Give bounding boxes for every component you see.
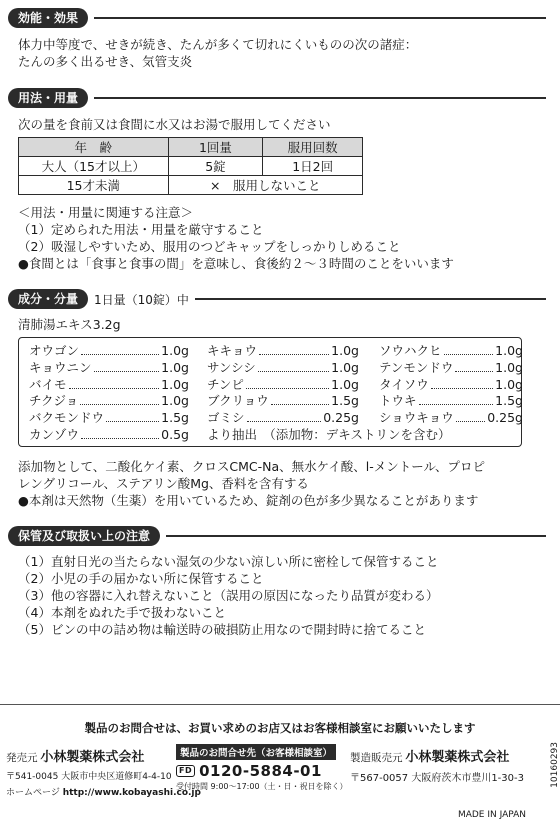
- maker-address: 〒567-0057 大阪府茨木市豊川1-30-3: [350, 773, 524, 784]
- ingredient-name: テンモンドウ: [379, 359, 454, 375]
- storage-item-1: （1）直射日光の当たらない湿気の少ない涼しい所に密栓して保管すること: [18, 554, 439, 569]
- ingredient-item: [379, 409, 523, 426]
- ingredient-row: [29, 409, 523, 426]
- ingredient-name: キョウニン: [29, 359, 92, 375]
- homepage-url[interactable]: http://www.kobayashi.co.jp: [62, 788, 201, 798]
- ingredient-name: チクジョ: [29, 393, 79, 409]
- homepage-label: ホームページ: [6, 788, 60, 798]
- ingredient-item: [379, 376, 523, 393]
- leader-dots: [106, 409, 159, 422]
- dosage-table-header: [19, 138, 363, 157]
- section-divider: [166, 535, 546, 537]
- efficacy-line-1: 体力中等度で、せきが続き、たんが多くて切れにくいものの次の諸症：: [18, 37, 418, 52]
- freedial-icon: FD: [176, 765, 195, 777]
- cell-age: 大人（15才以上）: [19, 157, 169, 176]
- ingredient-name: ゴミシ: [207, 410, 245, 426]
- usage-notes-title: ＜用法・用量に関連する注意＞: [18, 205, 194, 220]
- leader-dots: [94, 359, 160, 372]
- ingredient-name: オウゴン: [29, 343, 80, 358]
- leader-dots: [259, 342, 329, 355]
- efficacy-line-2: たんの多く出るせき、気管支炎: [18, 54, 193, 69]
- ingredient-name: ブクリョウ: [207, 393, 269, 409]
- product-code: 10160293: [550, 742, 560, 788]
- header-age: 年 齢: [19, 138, 169, 157]
- maker-label: 製造販売元: [350, 752, 403, 764]
- leader-dots: [246, 376, 329, 389]
- ingredients-subheading: 1日量（10錠）中: [94, 292, 189, 307]
- leader-dots: [456, 409, 485, 422]
- seller-name: 小林製薬株式会社: [40, 750, 145, 765]
- additives-line-2: レングリコール、ステアリン酸Mg、香料を含有する: [18, 476, 309, 491]
- leader-dots: [431, 376, 493, 389]
- dosage-row-child: [19, 176, 363, 195]
- ingredient-name: キキョウ: [207, 343, 258, 358]
- ingredient-row: [29, 392, 523, 409]
- ingredient-name: タイソウ: [379, 376, 429, 392]
- section-divider: [195, 298, 546, 300]
- seller-label: 発売元: [6, 752, 38, 764]
- storage-item-3: （3）他の容器に入れ替えないこと（誤用の原因になったり品質が変わる）: [18, 588, 439, 603]
- ingredient-amount: 1.0g: [161, 376, 189, 392]
- ingredient-name: トウキ: [379, 393, 417, 409]
- cell-frequency: 1日2回: [263, 157, 363, 176]
- ingredient-amount: 1.5g: [331, 393, 359, 409]
- ingredients-header: [8, 289, 546, 309]
- usage-intro: 次の量を食前又は食間に水又はお湯で服用してください: [18, 117, 331, 132]
- ingredient-name: ショウキョウ: [379, 410, 454, 426]
- extract-note: より抽出 （添加物：デキストリンを含む）: [207, 427, 451, 442]
- ingredient-item: [379, 392, 523, 409]
- leader-dots: [69, 376, 160, 389]
- storage-heading: 保管及び取扱い上の注意: [8, 526, 160, 546]
- ingredient-amount: 1.0g: [331, 359, 359, 375]
- ingredient-name: サンシシ: [207, 359, 256, 375]
- ingredient-amount: 1.5g: [495, 393, 523, 409]
- maker-name: 小林製薬株式会社: [405, 750, 510, 765]
- ingredient-item: [29, 409, 189, 426]
- additives-line-1: 添加物として、二酸化ケイ素、クロスCMC-Na、無水ケイ酸、l-メントール、プロピ: [18, 459, 485, 474]
- efficacy-header: [8, 8, 546, 28]
- ingredient-item: [29, 376, 189, 393]
- storage-item-2: （2）小児の手の届かない所に保管すること: [18, 571, 264, 586]
- ingredient-amount: 1.0g: [161, 343, 189, 358]
- header-dose: 1回量: [168, 138, 263, 157]
- ingredient-item: [29, 359, 189, 376]
- inquiry-label: 製品のお問合せ先（お客様相談室）: [176, 744, 336, 760]
- ingredient-row: [29, 376, 523, 393]
- seller-block: [6, 746, 201, 798]
- cell-dose: 5錠: [168, 157, 263, 176]
- dosage-row-adult: [19, 157, 363, 176]
- leader-dots: [258, 359, 329, 372]
- ingredient-item: [379, 359, 523, 376]
- phone-line: [176, 762, 348, 780]
- ingredient-amount: 0.5g: [161, 427, 189, 442]
- ingredient-amount: 1.0g: [331, 343, 359, 358]
- leader-dots: [80, 392, 159, 405]
- maker-block: [350, 746, 524, 784]
- dosage-table: [18, 137, 363, 195]
- ingredient-amount: 1.0g: [495, 376, 523, 392]
- leader-dots: [444, 342, 494, 355]
- ingredient-name: バイモ: [29, 376, 67, 392]
- footer-divider: [0, 704, 560, 705]
- ingredient-item: [207, 376, 359, 393]
- ingredient-item: [29, 342, 189, 359]
- ingredient-amount: 1.5g: [161, 410, 189, 426]
- leader-dots: [81, 342, 159, 355]
- ingredients-heading: 成分・分量: [8, 289, 88, 309]
- ingredient-item: [207, 342, 359, 359]
- leader-dots: [419, 392, 494, 405]
- ingredient-amount: 0.25g: [487, 410, 523, 426]
- storage-item-4: （4）本剤をぬれた手で扱わないこと: [18, 605, 226, 620]
- ingredient-amount: 1.0g: [161, 359, 189, 375]
- phone-number[interactable]: 0120-5884-01: [199, 762, 322, 780]
- ingredient-amount: 0.25g: [323, 410, 359, 426]
- usage-header: [8, 88, 546, 108]
- efficacy-heading: 効能・効果: [8, 8, 88, 28]
- ingredient-item: [207, 359, 359, 376]
- header-frequency: 服用回数: [263, 138, 363, 157]
- inquiry-block: [176, 744, 348, 792]
- ingredient-name: チンピ: [207, 376, 244, 392]
- ingredient-name: バクモンドウ: [29, 410, 105, 426]
- ingredient-item: [207, 409, 359, 426]
- additives-line-3: ●本剤は天然物（生薬）を用いているため、錠剤の色が多少異なることがあります: [18, 493, 479, 508]
- usage-heading: 用法・用量: [8, 88, 88, 108]
- ingredient-name: カンゾウ: [29, 427, 80, 442]
- ingredient-amount: 1.0g: [495, 343, 523, 358]
- ingredients-box: [18, 337, 522, 447]
- storage-item-5: （5）ビンの中の詰め物は輸送時の破損防止用なので開封時に捨てること: [18, 622, 426, 637]
- extract-title: 清肺湯エキス3.2g: [18, 317, 121, 332]
- cell-age: 15才未満: [19, 176, 169, 195]
- ingredient-item: [29, 392, 189, 409]
- ingredient-item: [29, 426, 189, 443]
- usage-note-1: （1）定められた用法・用量を厳守すること: [18, 222, 264, 237]
- ingredient-row: [29, 342, 523, 359]
- contact-note: 製品のお問合せは、お買い求めのお店又はお客様相談室にお願いいたします: [84, 721, 476, 735]
- storage-header: [8, 526, 546, 546]
- usage-note-2: （2）吸湿しやすいため、服用のつどキャップをしっかりしめること: [18, 239, 401, 254]
- business-hours: 受付時間 9:00～17:00（土・日・祝日を除く）: [176, 782, 348, 791]
- ingredient-amount: 1.0g: [331, 376, 359, 392]
- leader-dots: [271, 392, 329, 405]
- ingredient-row: [29, 426, 515, 443]
- cell-not-use: × 服用しないこと: [168, 176, 362, 195]
- ingredient-item: [207, 392, 359, 409]
- section-divider: [94, 17, 546, 19]
- leader-dots: [81, 426, 159, 439]
- ingredient-amount: 1.0g: [161, 393, 189, 409]
- ingredient-name: ソウハクヒ: [379, 343, 442, 358]
- seller-address: 〒541-0045 大阪市中央区道修町4-4-10: [6, 772, 172, 782]
- ingredient-item: [379, 342, 523, 359]
- section-divider: [94, 97, 546, 99]
- usage-note-3: ●食間とは「食事と食事の間」を意味し、食後約２～３時間のことをいいます: [18, 256, 454, 271]
- made-in-label: MADE IN JAPAN: [457, 810, 526, 820]
- ingredient-amount: 1.0g: [495, 359, 523, 375]
- leader-dots: [455, 359, 493, 372]
- ingredient-row: [29, 359, 523, 376]
- leader-dots: [247, 409, 322, 422]
